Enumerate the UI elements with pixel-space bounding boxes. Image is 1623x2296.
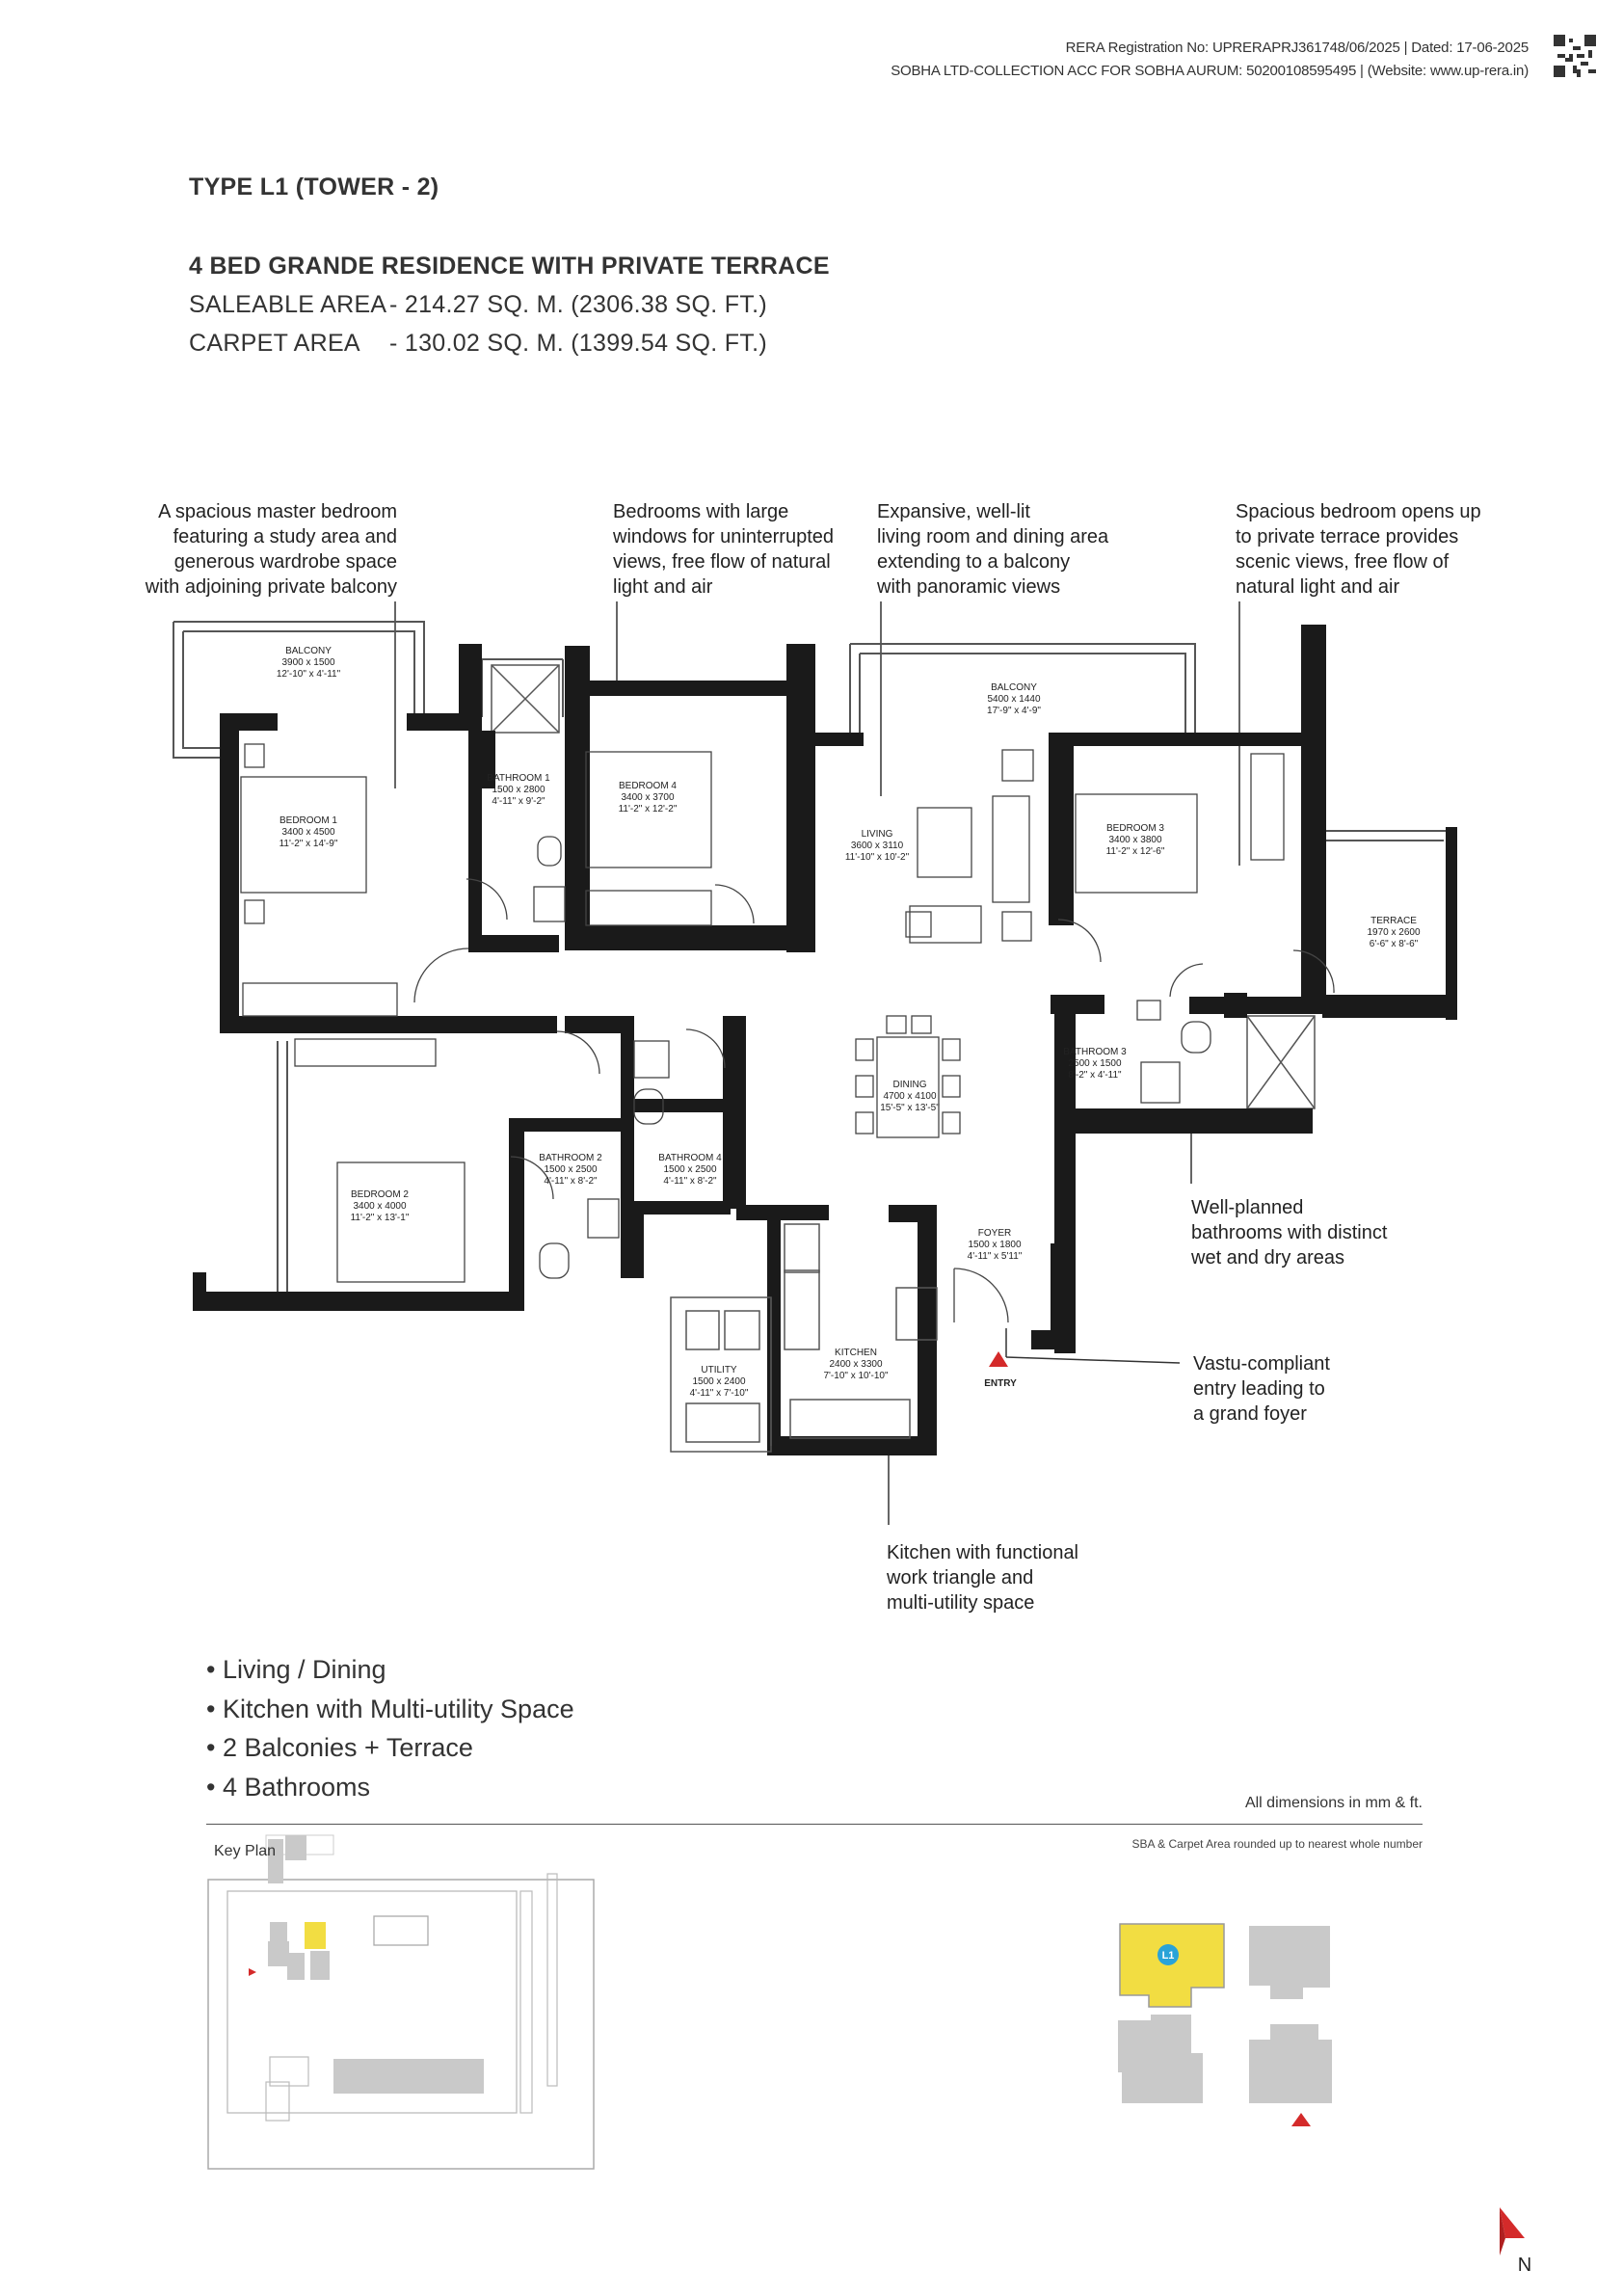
- label-terrace: TERRACE: [1370, 916, 1417, 926]
- key-plan-site: [208, 1835, 594, 2169]
- carpet-area-label: CARPET AREA: [189, 330, 360, 357]
- tower-c: [1249, 2024, 1332, 2103]
- rounding-note: SBA & Carpet Area rounded up to nearest whole number: [1131, 1837, 1423, 1851]
- dimensions-note: All dimensions in mm & ft.: [1244, 1795, 1423, 1811]
- label-bedroom-4-metric: 3400 x 3700: [621, 792, 675, 803]
- label-living-metric: 3600 x 3110: [850, 841, 904, 851]
- callout-line: wet and dry areas: [1191, 1247, 1344, 1268]
- label-bedroom-3: BEDROOM 3: [1105, 823, 1165, 834]
- key-plan-entry-marker-icon: [1291, 2113, 1311, 2126]
- key-plan-entry-icon: [249, 1968, 256, 1976]
- label-living: LIVING: [861, 829, 893, 840]
- label-kitchen-metric: 2400 x 3300: [829, 1359, 883, 1370]
- callout-line: Spacious bedroom opens up: [1236, 501, 1481, 522]
- label-balcony-2-imperial: 17'-9" x 4'-9": [987, 706, 1041, 716]
- label-bedroom-4: BEDROOM 4: [618, 781, 678, 791]
- label-foyer-imperial: 4'-11" x 5'11": [967, 1251, 1023, 1262]
- callout-line: natural light and air: [1236, 576, 1400, 598]
- label-bathroom-1-metric: 1500 x 2800: [492, 785, 545, 795]
- north-label: N: [1517, 2255, 1532, 2276]
- label-terrace-imperial: 6'-6" x 8'-6": [1369, 939, 1419, 949]
- north-arrow-icon: [1500, 2207, 1525, 2256]
- label-bathroom-3-metric: 2500 x 1500: [1068, 1058, 1122, 1069]
- callout-line: Expansive, well-lit: [877, 501, 1030, 522]
- label-balcony-1: BALCONY: [285, 646, 332, 656]
- label-foyer-metric: 1500 x 1800: [968, 1240, 1022, 1250]
- unit-title: 4 BED GRANDE RESIDENCE WITH PRIVATE TERRACE: [189, 253, 830, 280]
- callout-line: light and air: [613, 576, 713, 598]
- entry-marker-icon: [989, 1351, 1008, 1367]
- tower-a: [1249, 1926, 1330, 1999]
- kitchen-utility-outline: [671, 1224, 937, 1452]
- saleable-area-label: SALEABLE AREA: [189, 291, 387, 318]
- callout-line: with panoramic views: [877, 576, 1061, 598]
- label-bathroom-1: BATHROOM 1: [487, 773, 550, 784]
- type-title: TYPE L1 (TOWER - 2): [189, 174, 439, 200]
- label-bathroom-1-imperial: 4'-11" x 9'-2": [492, 796, 545, 807]
- label-bedroom-1-imperial: 11'-2" x 14'-9": [279, 839, 338, 849]
- callout-line: living room and dining area: [877, 526, 1109, 547]
- tower-2-highlight: [1120, 1924, 1224, 2007]
- callout-line: multi-utility space: [887, 1592, 1035, 1614]
- label-utility: UTILITY: [701, 1365, 737, 1375]
- feature-item: • Kitchen with Multi-utility Space: [206, 1694, 574, 1723]
- rera-line-1: RERA Registration No: UPRERAPRJ361748/06/2025 | Dated: 17-06-2025: [1065, 40, 1529, 56]
- label-bathroom-2: BATHROOM 2: [539, 1153, 602, 1163]
- callout-line: Kitchen with functional: [887, 1542, 1079, 1563]
- carpet-area-value: - 130.02 SQ. M. (1399.54 SQ. FT.): [389, 330, 768, 357]
- label-dining-imperial: 15'-5" x 13'-5": [880, 1103, 940, 1113]
- label-entry: ENTRY: [984, 1378, 1017, 1389]
- shafts: [492, 665, 1315, 1108]
- label-bedroom-2: BEDROOM 2: [350, 1189, 410, 1200]
- label-kitchen-imperial: 7'-10" x 10'-10": [823, 1371, 889, 1381]
- callout-line: Vastu-compliant: [1193, 1353, 1330, 1375]
- key-plan-label: Key Plan: [214, 1843, 277, 1859]
- label-foyer: FOYER: [977, 1228, 1012, 1239]
- callout-line: Well-planned: [1191, 1197, 1304, 1218]
- label-bedroom-2-imperial: 11'-2" x 13'-1": [350, 1213, 410, 1223]
- callout-line: A spacious master bedroom: [158, 501, 397, 522]
- callout-line: featuring a study area and: [173, 526, 397, 547]
- features-list: [206, 1650, 574, 1806]
- label-dining: DINING: [892, 1080, 927, 1090]
- saleable-area-value: - 214.27 SQ. M. (2306.38 SQ. FT.): [389, 291, 768, 318]
- label-balcony-1-metric: 3900 x 1500: [281, 657, 335, 668]
- callout-line: windows for uninterrupted: [613, 526, 835, 547]
- label-living-imperial: 11'-10" x 10'-2": [844, 852, 910, 863]
- label-balcony-2-metric: 5400 x 1440: [987, 694, 1041, 705]
- label-bedroom-1: BEDROOM 1: [279, 815, 338, 826]
- label-bedroom-2-metric: 3400 x 4000: [353, 1201, 407, 1212]
- label-bathroom-3-imperial: 8'-2" x 4'-11": [1068, 1070, 1122, 1081]
- feature-item: • Living / Dining: [206, 1655, 386, 1684]
- label-bathroom-3: BATHROOM 3: [1063, 1047, 1127, 1057]
- label-utility-imperial: 4'-11" x 7'-10": [689, 1388, 749, 1399]
- callout-line: scenic views, free flow of: [1236, 551, 1450, 573]
- divider: [206, 1824, 1423, 1825]
- label-bedroom-3-imperial: 11'-2" x 12'-6": [1105, 846, 1165, 857]
- label-bedroom-3-metric: 3400 x 3800: [1108, 835, 1162, 845]
- callout-line: with adjoining private balcony: [145, 576, 397, 598]
- callout-line: Bedrooms with large: [613, 501, 789, 522]
- callout-line: a grand foyer: [1193, 1403, 1307, 1425]
- walls: [193, 625, 1457, 1455]
- callout-line: entry leading to: [1193, 1378, 1325, 1400]
- label-bathroom-2-imperial: 4'-11" x 8'-2": [544, 1176, 598, 1187]
- label-dining-metric: 4700 x 4100: [883, 1091, 937, 1102]
- rera-line-2: SOBHA LTD-COLLECTION ACC FOR SOBHA AURUM: 50200108595495 | (Website: www.up-rera.in): [891, 63, 1529, 79]
- label-bathroom-4-imperial: 4'-11" x 8'-2": [663, 1176, 717, 1187]
- callout-line: to private terrace provides: [1236, 526, 1459, 547]
- label-kitchen: KITCHEN: [835, 1348, 877, 1358]
- feature-item: • 2 Balconies + Terrace: [206, 1733, 473, 1762]
- label-bathroom-4-metric: 1500 x 2500: [663, 1164, 717, 1175]
- label-balcony-2: BALCONY: [991, 682, 1037, 693]
- label-utility-metric: 1500 x 2400: [692, 1376, 746, 1387]
- label-bedroom-4-imperial: 11'-2" x 12'-2": [618, 804, 678, 814]
- key-plan-towers: [1118, 1924, 1332, 2126]
- callout-line: views, free flow of natural: [613, 551, 831, 573]
- unit-badge-label: L1: [1161, 1950, 1175, 1962]
- label-bathroom-4: BATHROOM 4: [658, 1153, 722, 1163]
- callout-line: extending to a balcony: [877, 551, 1071, 573]
- tower-b: [1118, 2015, 1203, 2103]
- label-balcony-1-imperial: 12'-10" x 4'-11": [276, 669, 341, 680]
- door-swings: [414, 879, 1334, 1199]
- label-bedroom-1-metric: 3400 x 4500: [281, 827, 335, 838]
- callout-line: bathrooms with distinct: [1191, 1222, 1388, 1243]
- callout-line: work triangle and: [887, 1567, 1034, 1589]
- feature-item: • 4 Bathrooms: [206, 1772, 371, 1802]
- label-bathroom-2-metric: 1500 x 2500: [544, 1164, 598, 1175]
- callout-line: generous wardrobe space: [173, 551, 397, 573]
- label-terrace-metric: 1970 x 2600: [1367, 927, 1421, 938]
